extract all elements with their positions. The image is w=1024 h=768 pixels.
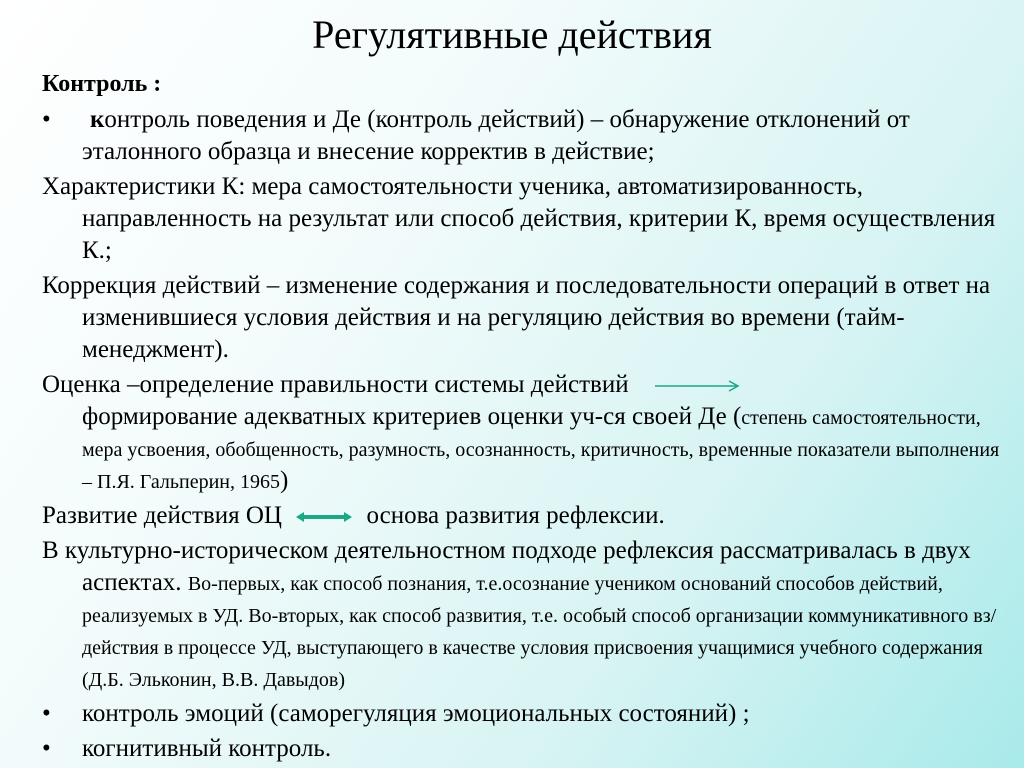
correction-paragraph: Коррекция действий – изменение содержания и последовательности операций в ответ на изменившиеся условия действия и на регуляцию действия во времени (тайм-менеджмент). xyxy=(42,272,991,363)
slide-title: Регулятивные действия xyxy=(312,12,712,57)
bullet-marker: • xyxy=(42,735,51,762)
control-heading: Контроль : xyxy=(42,71,162,97)
development-left: Развитие действия ОЦ xyxy=(42,502,282,529)
characteristics-paragraph: Характеристики К: мера самостоятельности ученика, автоматизированность, направленность на результат или способ действия, критерии К, время осуществления К.; xyxy=(42,173,996,264)
behavior-control-text: онтроль поведения и Де (контроль действий) – обнаружение отклонений от эталонного образца и внесение корректив в действие; xyxy=(82,106,910,165)
cultural-main: В культурно-историческом деятельностном подходе рефлексия рассматривалась в двух аспектах. xyxy=(42,537,971,596)
evaluation-close: ) xyxy=(280,467,289,494)
right-arrow-icon xyxy=(653,378,743,394)
behavior-first-letter: к xyxy=(90,106,105,133)
bullet-marker: • xyxy=(42,106,51,133)
double-arrow-icon xyxy=(296,510,352,524)
development-paragraph xyxy=(42,500,1002,532)
development-right: основа развития рефлексии. xyxy=(366,502,665,529)
bullet-behavior-control xyxy=(42,104,1002,168)
cultural-details: Во-первых, как способ познания, т.е.осознание учеником оснований способов действий, реализуемых в УД. Во-вторых, как способ развития, т.е. особый способ организации коммуникативного вз/действия в процессе УД, выступающего в качестве условия присвоения учащимися учебного содержания (Д.Б. Эльконин, В.В. Давыдов) xyxy=(82,573,997,691)
evaluation-paragraph xyxy=(42,369,1002,497)
evaluation-details: степень самостоятельности, мера усвоения, обобщенность, разумность, осознанность, критичность, временные показатели выполнения – П.Я. Гальперин, 1965 xyxy=(82,407,1000,493)
bullet-emotions-control xyxy=(42,698,1002,730)
bullet-marker: • xyxy=(42,700,51,727)
emotions-control-text: контроль эмоций (саморегуляция эмоциональных состояний) ; xyxy=(82,700,750,727)
bullet-cognitive-control xyxy=(42,733,1002,765)
evaluation-lead: Оценка –определение правильности системы действий xyxy=(42,371,629,398)
cultural-paragraph xyxy=(42,535,1002,695)
evaluation-main: формирование адекватных критериев оценки уч-ся своей Де ( xyxy=(82,403,742,430)
slide-content xyxy=(42,68,1002,768)
cognitive-control-text: когнитивный контроль. xyxy=(82,735,332,762)
